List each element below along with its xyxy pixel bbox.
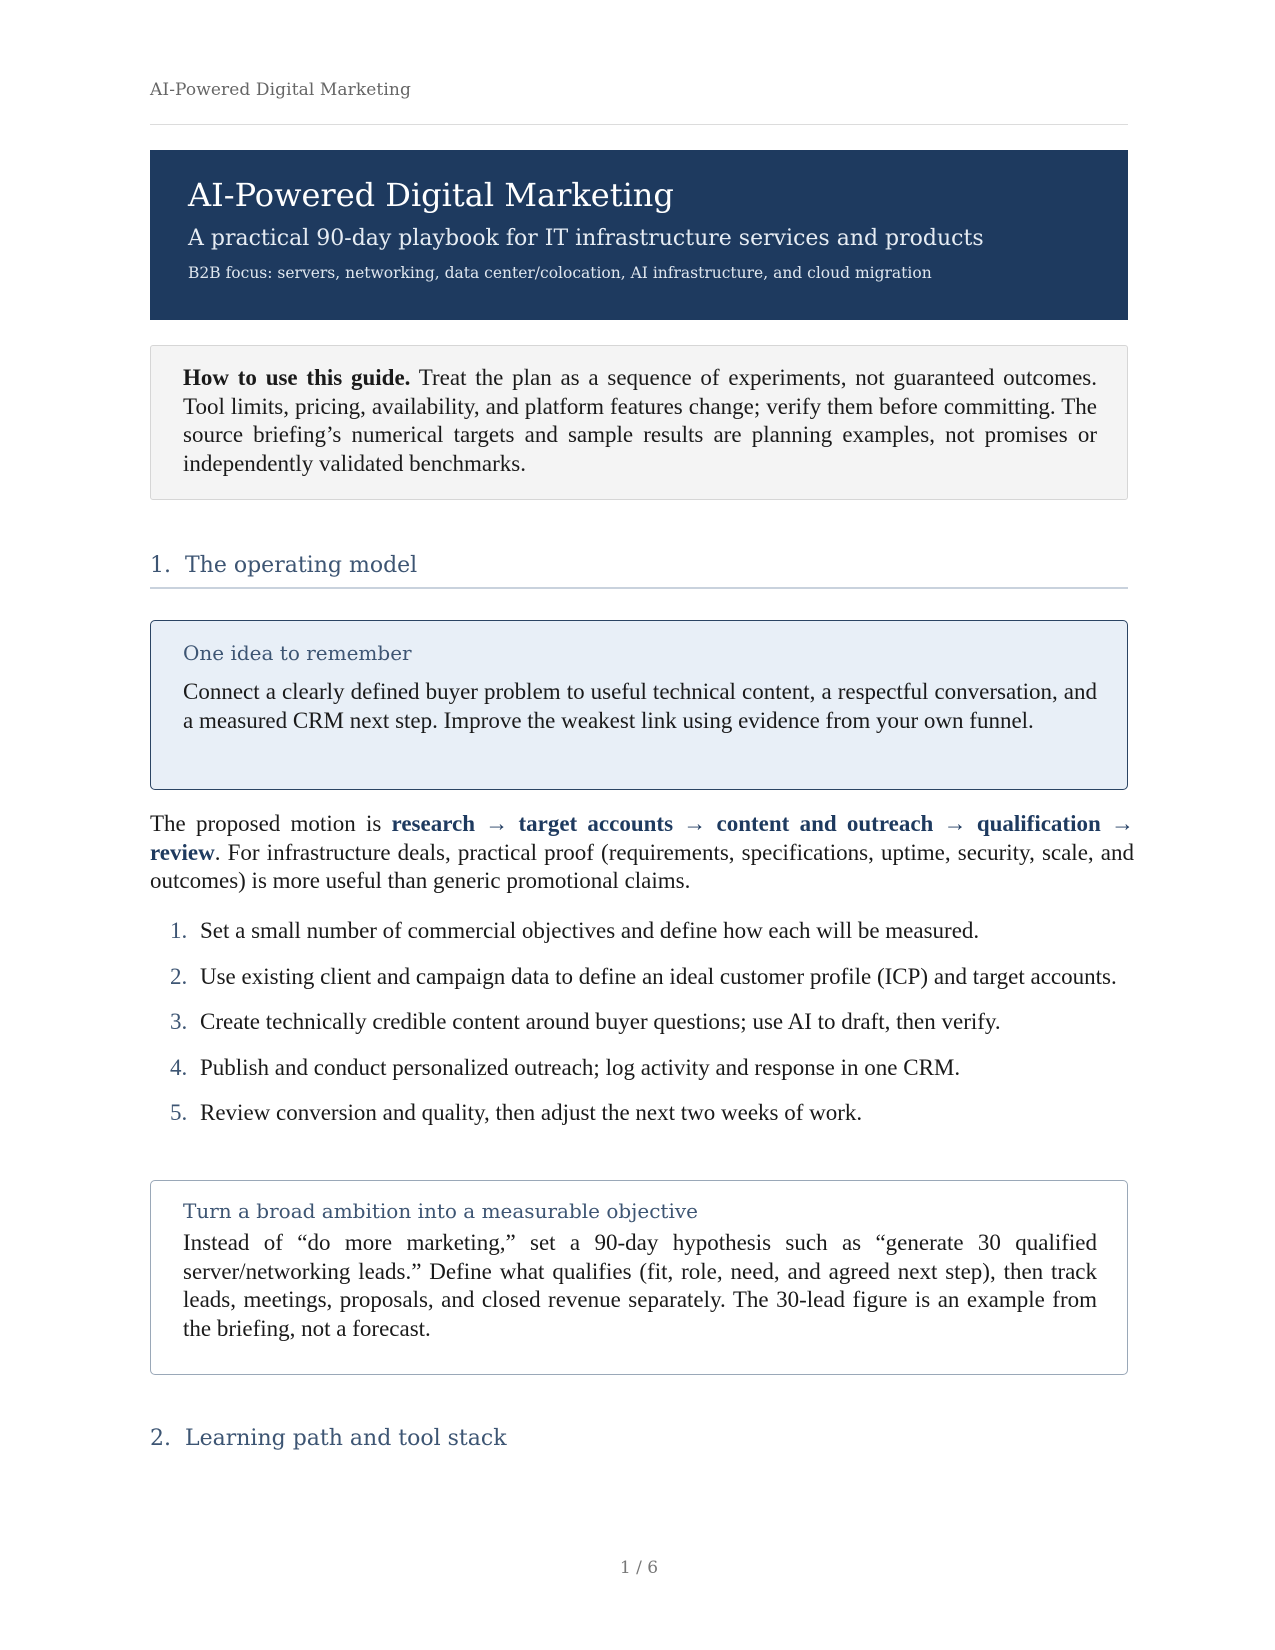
list-item-number: 5.	[170, 1100, 188, 1125]
motion-step: target accounts	[518, 811, 674, 836]
motion-arrow: →	[673, 811, 717, 836]
key-idea-title: One idea to remember	[183, 641, 412, 665]
proposed-motion-paragraph	[150, 810, 1134, 896]
section-heading-learning-path	[150, 1426, 1128, 1451]
motion-arrow: →	[1100, 811, 1135, 836]
header-divider	[150, 124, 1128, 125]
page	[150, 0, 1135, 1650]
document-focus-line: B2B focus: servers, networking, data center/colocation, AI infrastructure, and cloud migration	[188, 264, 932, 282]
how-to-use-lead: How to use this guide.	[183, 365, 411, 390]
section-title: The operating model	[185, 553, 418, 578]
motion-outro: . For infrastructure deals, practical proof (requirements, specifications, uptime, security, scale, and outcomes) is more useful than generic promotional claims.	[150, 839, 1134, 893]
list-item-number: 4.	[170, 1054, 188, 1080]
list-item-number: 2.	[170, 963, 188, 989]
key-idea-body: Connect a clearly defined buyer problem to useful technical content, a respectful conversation, and a measured CRM next step. Improve the weakest link using evidence from your own funnel.	[183, 679, 1097, 733]
section-divider	[150, 587, 1128, 589]
list-item-text: Review conversion and quality, then adjust the next two weeks of work.	[200, 1100, 863, 1125]
motion-intro: The proposed motion is	[150, 811, 392, 836]
motion-step: research	[391, 811, 475, 836]
list-item-number: 3.	[170, 1009, 188, 1034]
list-item-number: 1.	[170, 918, 188, 943]
section-title: Learning path and tool stack	[185, 1426, 507, 1451]
list-item	[150, 1008, 1128, 1037]
how-to-use-callout	[150, 345, 1128, 500]
list-item	[150, 917, 1128, 946]
key-idea-callout	[150, 620, 1128, 790]
document-title: AI-Powered Digital Marketing	[188, 176, 674, 214]
list-item-text: Set a small number of commercial objectives and define how each will be measured.	[200, 918, 980, 943]
list-item-text: Use existing client and campaign data to define an ideal customer profile (ICP) and target accounts.	[200, 963, 1117, 989]
objective-title: Turn a broad ambition into a measurable objective	[183, 1199, 698, 1223]
section-number: 1.	[150, 553, 171, 578]
objective-body: Instead of “do more marketing,” set a 90-day hypothesis such as “generate 30 qualified server/networking leads.” Define what qualifies (fit, role, need, and agreed next step), then track leads, meetings, proposals, and closed revenue separately. The 30-lead figure is an example from the briefing, not a forecast.	[183, 1230, 1097, 1341]
title-banner	[150, 150, 1128, 320]
motion-arrow: →	[933, 811, 977, 836]
list-item	[150, 963, 1128, 992]
running-header: AI-Powered Digital Marketing	[150, 80, 411, 100]
document-subtitle: A practical 90-day playbook for IT infrastructure services and products	[188, 226, 984, 251]
list-item	[150, 1054, 1128, 1083]
how-to-use-body: Treat the plan as a sequence of experiments, not guaranteed outcomes. Tool limits, pricing, availability, and platform features change; verify them before committing. The source briefing’s numerical targets and sample results are planning examples, not promises or independently validated benchmarks.	[183, 365, 1097, 476]
steps-list	[150, 917, 1128, 1145]
section-heading-operating-model	[150, 553, 1128, 578]
section-number: 2.	[150, 1426, 171, 1451]
list-item-text: Publish and conduct personalized outreach; log activity and response in one CRM.	[200, 1054, 961, 1080]
motion-step: content and outreach	[716, 811, 934, 836]
list-item	[150, 1099, 1128, 1128]
measurable-objective-callout	[150, 1180, 1128, 1375]
page-number: 1 / 6	[619, 1558, 659, 1578]
motion-step: review	[150, 839, 215, 865]
motion-arrow: →	[475, 811, 519, 836]
motion-step: qualification	[976, 811, 1101, 836]
list-item-text: Create technically credible content around buyer questions; use AI to draft, then verify.	[200, 1009, 1001, 1034]
